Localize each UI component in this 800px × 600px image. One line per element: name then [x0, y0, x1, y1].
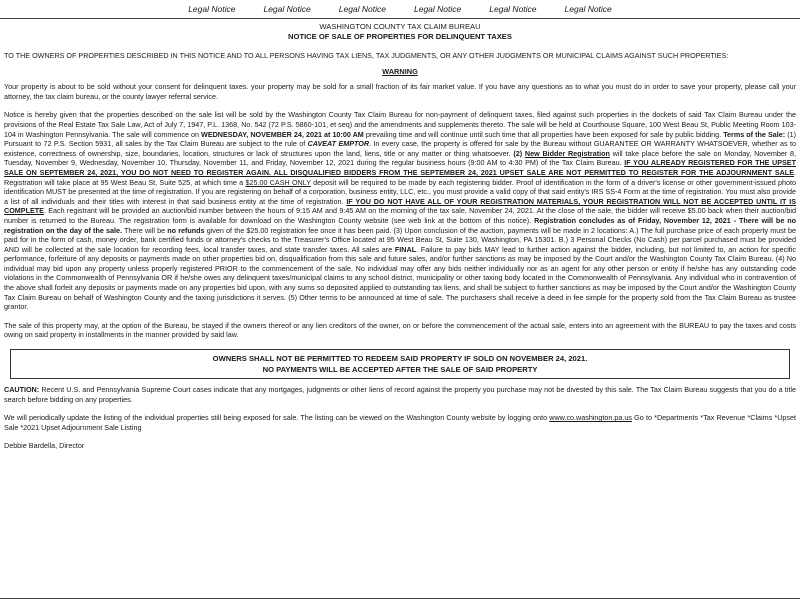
- stay-paragraph: The sale of this property may, at the option of the Bureau, be stayed if the owners thereof or any lien creditors of the owner, on or before the commencement of the actual sale, enters into an agreement with the BUREAU to pay the taxes and costs owing on said property in installments in the manner provided by said law.: [4, 320, 796, 340]
- legal-notice-label: Legal Notice: [188, 4, 236, 14]
- legal-notice-label: Legal Notice: [263, 4, 311, 14]
- county-website-link[interactable]: www.co.washington.pa.us: [549, 413, 632, 423]
- header-divider: [0, 18, 800, 19]
- registration-deadline: Registration concludes as of Friday, November 12, 2021 - There will be no registration on the day of the sale.: [4, 215, 796, 235]
- new-bidder-registration: New Bidder Registration: [524, 148, 610, 158]
- legal-notice-label: Legal Notice: [338, 4, 386, 14]
- notice-body: [4, 22, 796, 451]
- incomplete-registration-notice: IF YOU DO NOT HAVE ALL OF YOUR REGISTRATION MATERIALS, YOUR REGISTRATION WILL NOT BE ACCEPTED UNTIL IT IS COMPLETE: [4, 196, 796, 216]
- caveat-emptor: CAVEAT EMPTOR: [307, 139, 370, 149]
- sale-date: WEDNESDAY, NOVEMBER 24, 2021 at 10:00 AM: [201, 129, 364, 139]
- already-registered-notice: IF YOU ALREADY REGISTERED FOR THE UPSET SALE ON SEPTEMBER 24, 2021, YOU DO NOT NEED TO REGISTER AGAIN. ALL DISQUALIFIED BIDDERS FROM THE SEPTEMBER 24, 2021 UPSET SALE ARE NOT PERMITTED TO REGISTER FOR THE ADJOURNMENT SALE: [4, 158, 796, 177]
- notice-title: NOTICE OF SALE OF PROPERTIES FOR DELINQUENT TAXES: [288, 32, 512, 41]
- no-refunds: no refunds: [167, 225, 205, 235]
- deposit-amount: $25.00 CASH ONLY: [245, 177, 311, 187]
- redemption-warning-box: [10, 349, 790, 379]
- legal-notice-label: Legal Notice: [564, 4, 612, 14]
- legal-notice-header: [0, 2, 800, 16]
- legal-notice-label: Legal Notice: [414, 4, 462, 14]
- warning-heading: WARNING: [382, 66, 418, 76]
- agency-name: WASHINGTON COUNTY TAX CLAIM BUREAU: [319, 22, 481, 31]
- sale-terms-paragraph: Notice is hereby given that the properties described on the sale list will be sold by the Washington County Tax Claim Bureau for non-payment of delinquent taxes, filed against such properties in the dockets of said Tax Claim Bureau under the provisions of the Real Estate Tax Sale Law, Act of July 7, 1947, P.L. 1368, No. 542 (72 P.S. 5860-101, et seq) and the amendments and supplements thereto. The sale will be held at Courthouse Square, 100 West Beau St, Public Meeting Room 103-104 in Washington Pennsylvania. The sale will commence on WEDNESDAY, NOVEMBER 24, 2021 at 10:00 AM prevailing time and will continue until such time that all properties have been exposed for sale by public bidding. Terms of the Sale: (1) Pursuant to 72 P.S. Section 5931, all sales by the Tax Claim Bureau are subject to the rule of CAVEAT EMPTOR. In every case, the property is offered for sale by the Bureau without GUARANTEE OR WARRANTY WHATSOEVER, whether as to existence, correctness of ownership, size, boundaries, location, structures or lack of structures upon the land, liens, title or any matter or thing whatsoever. (2) New Bidder Registration will take place before the sale on Monday, November 8, Tuesday, November 9, Wednesday, November 10, Thursday, November 11, and Friday, November 12, 2021 during the regular business hours (9:00 AM to 4:30 PM) of the Tax Claim Bureau. IF YOU ALREADY REGISTERED FOR THE UPSET SALE ON SEPTEMBER 24, 2021, YOU DO NOT NEED TO REGISTER AGAIN. ALL DISQUALIFIED BIDDERS FROM THE SEPTEMBER 24, 2021 UPSET SALE ARE NOT PERMITTED TO REGISTER FOR THE ADJOURNMENT SALE. Registration will take place at 95 West Beau St, Suite 525, at which time a $25.00 CASH ONLY deposit will be required to be made by each registering bidder. Proof of identification in the form of a driver's license or other government-issued photo identification MUST be presented at the time of registration. If you are registering on behalf of a corporation, business entity, LLC, etc., you must provide a valid copy of that said entity's IRS SS-4 Form at the time of registration. You must also provide a list of all individuals and their titles with interest in that said business entity at the time of registration. IF YOU DO NOT HAVE ALL OF YOUR REGISTRATION MATERIALS, YOUR REGISTRATION WILL NOT BE ACCEPTED UNTIL IT IS COMPLETE. Each registrant will be provided an auction/bid number between the hours of 9:15 AM and 9:45 AM on the morning of the tax sale, November 24, 2021. At the close of the sale, the bidder will receive $5.00 back when their auction/bid number is returned to the Bureau. The registration form is available for download on the Washington County website (see web link at the bottom of this notice). Registration concludes as of Friday, November 12, 2021 - There will be no registration on the day of the sale. There will be no refunds given of the $25.00 registration fee once it has been paid. (3) Upon conclusion of the auction, payments will be made in 2 locations: A.) The full purchase price of each property must be paid for in the form of cash, money order, bank certified funds or attorney's checks to the Treasurer's Office located at 95 West Beau St, Suite 130, Washington, PA 15301. B.) 3 Personal Checks (No Cash) per parcel purchased must be provided AND will be collected at the sale location for recording fees, local transfer taxes, and state transfer taxes. All sales are FINAL. Failure to pay bids MAY lead to further action against the bidder, including, but not limited to, an action for specific performance, forfeiture of any deposits or payments made on other properties bid on, disqualification from this sale and future sales, and/or further sanctions as may be imposed by the Court and/or the Washington County Tax Claim Bureau. (4) No individual may bid upon any property unless properly registered PRIOR to the commencement of the sale. No individual may offer any bids neither individually nor as an agent for any other person or entity if he/she has any outstanding code violations in the Commonwealth of Pennsylvania OR if he/she owes any delinquent taxes/municipal claims to any school district, municipality or other taxing body located in the Commonwealth of Pennsylvania. Any individual who in contravention of the above shall forfeit any deposits or payments made on any properties bid upon, with any sums so deposited applied to outstanding tax liens, and shall be subject to further sanctions as may be imposed by the Court and/or the Washington County Tax Claim Bureau on behalf of Washington County and the taxing jurisdictions it serves. (5) Other terms to be announced at time of sale. The purchasers shall receive a deed in fee simple for the property sold from the Tax Claim Bureau as trustee grantor.: [4, 110, 797, 312]
- director-signature: Debbie Bardella, Director: [4, 441, 85, 451]
- caution-label: CAUTION:: [4, 385, 40, 395]
- payment-warning-line: NO PAYMENTS WILL BE ACCEPTED AFTER THE SALE OF SAID PROPERTY: [262, 364, 538, 374]
- warning-paragraph: Your property is about to be sold without your consent for delinquent taxes. your property may be sold for a small fraction of its fair market value. If you have any questions as to what you must do in order to save your property, please call your attorney, the tax claim bureau, or the county lawyer referral service.: [4, 82, 796, 101]
- caution-paragraph: CAUTION: Recent U.S. and Pennsylvania Supreme Court cases indicate that any mortgages, judgments or other liens of record against the property you purchase may not be divested by this sale. The Tax Claim Bureau suggests that you do a title search before bidding on any properties.: [4, 385, 796, 404]
- addressee-paragraph: TO THE OWNERS OF PROPERTIES DESCRIBED IN THIS NOTICE AND TO ALL PERSONS HAVING TAX LIENS, TAX JUDGMENTS, OR ANY OTHER JUDGMENTS OR MUNICIPAL CLAIMS AGAINST SUCH PROPERTIES:: [4, 51, 729, 60]
- update-paragraph: We will periodically update the listing of the individual properties still being exposed for sale. The listing can be viewed on the Washington County website by logging onto www.co.washington.pa.us Go to *Departments *Tax Revenue *Claims *Upset Sale *2021 Upset Adjournment Sale Listing: [4, 413, 796, 432]
- legal-notice-label: Legal Notice: [489, 4, 537, 14]
- terms-label: Terms of the Sale:: [723, 129, 786, 139]
- footer-divider: [0, 598, 800, 599]
- redemption-warning-line: OWNERS SHALL NOT BE PERMITTED TO REDEEM SAID PROPERTY IF SOLD ON NOVEMBER 24, 2021.: [212, 354, 588, 364]
- final-label: FINAL: [394, 244, 417, 254]
